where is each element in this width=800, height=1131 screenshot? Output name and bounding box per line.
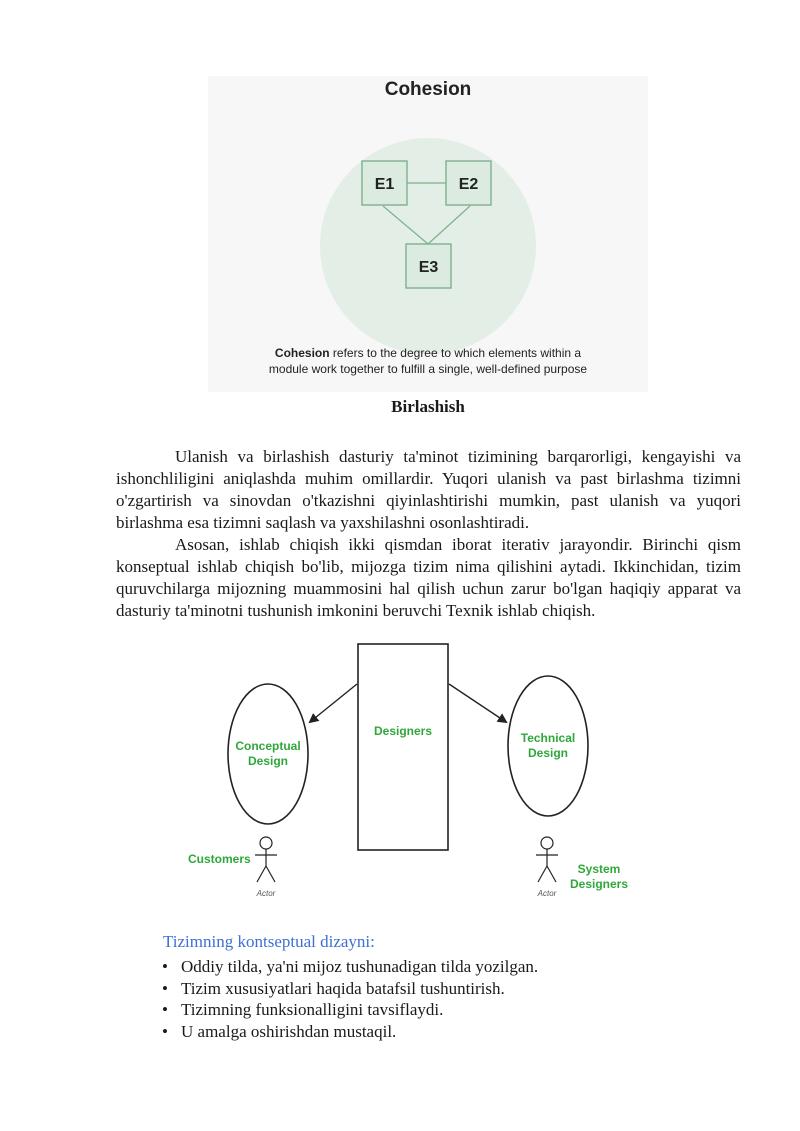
list-item: • U amalga oshirishdan mustaqil.	[162, 1021, 538, 1043]
customers-label: Customers	[188, 852, 251, 866]
system-designer-actor-caption: Actor	[537, 889, 557, 898]
cohesion-caption-rest: refers to the degree to which elements within a	[329, 346, 582, 360]
cohesion-diagram	[208, 76, 648, 392]
node-e1-label: E1	[374, 176, 395, 193]
designers-box	[358, 644, 448, 850]
bullet-list	[162, 956, 538, 1042]
figure-caption: Birlashish	[391, 397, 465, 416]
technical-design-line2: Design	[527, 746, 569, 760]
paragraph-1	[116, 446, 741, 534]
arrow-to-conceptual	[310, 684, 357, 722]
node-e2-label: E2	[458, 176, 479, 193]
cohesion-caption-line1	[275, 346, 581, 360]
paragraph-2-text: Asosan, ishlab chiqish ikki qismdan iborat iterativ jarayondir. Birinchi qism konseptual ishlab chiqish bo'lib, mijozga tizim nima qilishini aytadi. Ikkinchidan, tizim quruvchilarga mijozning muammosini hal qilish uchun zarur bo'lgan haqiqiy apparat va dasturiy ta'minotni tushunish imkonini beruvchi Texnik ishlab chiqish.	[116, 535, 741, 620]
conceptual-design-line1: Conceptual	[235, 739, 301, 753]
design-process-figure	[180, 642, 640, 904]
paragraph-2	[116, 534, 741, 622]
list-item: • Tizimning funksionalligini tavsiflaydi.	[162, 999, 538, 1021]
cohesion-figure	[208, 76, 648, 392]
cohesion-caption-line2: module work together to fulfill a single, well-defined purpose	[268, 362, 588, 376]
design-process-diagram	[180, 642, 640, 904]
arrow-to-technical	[449, 684, 506, 722]
system-designers-line1: System	[577, 862, 621, 876]
cohesion-title: Cohesion	[384, 79, 472, 100]
technical-design-line1: Technical	[520, 731, 576, 745]
customer-actor-icon	[255, 837, 277, 882]
designers-label: Designers	[373, 724, 433, 738]
conceptual-design-line2: Design	[247, 754, 289, 768]
cohesion-caption-bold: Cohesion	[274, 346, 330, 360]
node-e3-label: E3	[418, 259, 439, 276]
list-item: • Oddiy tilda, ya'ni mijoz tushunadigan tilda yozilgan.	[162, 956, 538, 978]
list-item: • Tizim xususiyatlari haqida batafsil tushuntirish.	[162, 978, 538, 1000]
system-designers-line2: Designers	[569, 877, 629, 891]
section-heading: Tizimning kontseptual dizayni:	[163, 932, 375, 951]
system-designer-actor-icon	[536, 837, 558, 882]
customer-actor-caption: Actor	[256, 889, 276, 898]
paragraph-1-text: Ulanish va birlashish dasturiy ta'minot tizimining barqarorligi, kengayishi va ishonchliligini aniqlashda muhim omillardir. Yuqori ulanish va past birlashma tizimni o'zgartirish va sinovdan o'tkazishni qiyinlashtirishi mumkin, past ulanish va yuqori birlashma esa tizimni saqlash va yaxshilashni osonlashtiradi.	[116, 447, 741, 532]
